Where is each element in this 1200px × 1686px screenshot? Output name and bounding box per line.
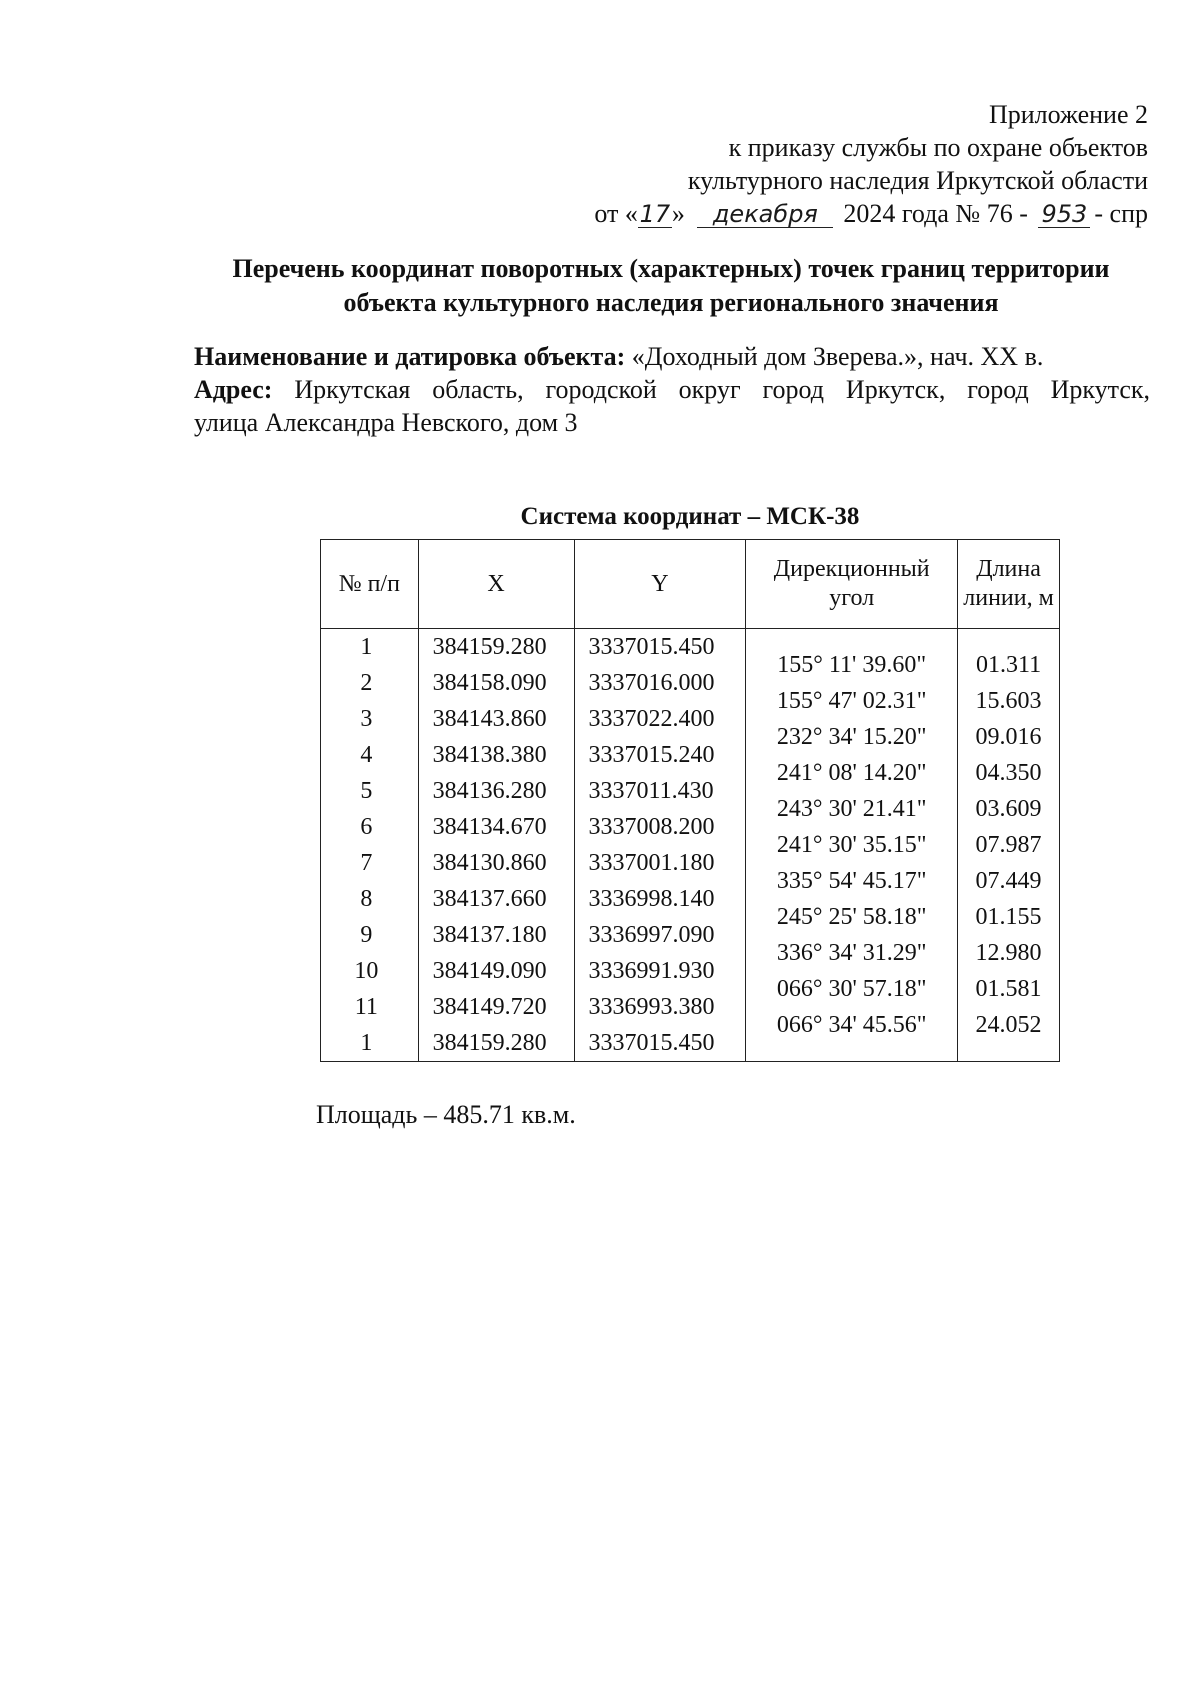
segment-length-cell: 04.350 <box>975 760 1042 786</box>
point-number-cell: 9 <box>360 922 373 948</box>
date-prefix: от « <box>594 199 638 228</box>
date-quote-close: » <box>671 199 685 228</box>
point-number-cell: 7 <box>360 850 373 876</box>
point-x-cell: 384159.280 <box>432 634 547 660</box>
point-y-cell: 3337008.200 <box>588 814 715 840</box>
point-y-cell: 3337001.180 <box>588 850 715 876</box>
point-y-cell: 3336997.090 <box>588 922 715 948</box>
object-name-value: «Доходный дом Зверева.», нач. XX в. <box>631 342 1044 371</box>
handwritten-order-number: 953 <box>1038 201 1090 228</box>
point-x-cell: 384149.090 <box>432 958 547 984</box>
area-value: Площадь – 485.71 кв.м. <box>316 1100 576 1129</box>
appendix-order-ref: к приказу службы по охране объектов <box>728 133 1148 162</box>
header-y: Y <box>574 540 746 629</box>
point-number-cell: 10 <box>354 958 379 984</box>
point-number-cell: 8 <box>360 886 373 912</box>
handwritten-month: декабря <box>697 201 833 228</box>
segment-length-cell: 01.581 <box>975 976 1042 1002</box>
point-x-cell: 384159.280 <box>432 1030 547 1056</box>
appendix-date-line <box>594 197 1148 230</box>
point-x-cell: 384130.860 <box>432 850 547 876</box>
point-number-cell: 5 <box>360 778 373 804</box>
table-header-row <box>321 540 1060 629</box>
point-x-cell: 384138.380 <box>432 742 547 768</box>
point-y-cell: 3337011.430 <box>588 778 714 804</box>
segment-angle-cell: 066° 34' 45.56" <box>776 1012 927 1038</box>
y-column <box>574 629 746 1062</box>
object-address-label: Адрес: <box>194 375 273 404</box>
point-x-cell: 384158.090 <box>432 670 547 696</box>
appendix-authority: культурного наследия Иркутской области <box>687 166 1148 195</box>
segment-angle-cell: 335° 54' 45.17" <box>776 868 927 894</box>
length-column <box>958 629 1060 1062</box>
header-angle: Дирекционный угол <box>746 540 958 629</box>
header-length: Длина линии, м <box>958 540 1060 629</box>
segment-angle-cell: 336° 34' 31.29" <box>776 940 927 966</box>
date-year-text: 2024 года № 76 - <box>843 199 1028 228</box>
point-number-cell: 11 <box>354 994 378 1020</box>
segment-length-cell: 03.609 <box>975 796 1042 822</box>
point-y-cell: 3337022.400 <box>588 706 715 732</box>
point-number-cell: 6 <box>360 814 373 840</box>
segment-length-cell: 15.603 <box>975 688 1042 714</box>
point-x-cell: 384134.670 <box>432 814 547 840</box>
point-number-cell: 3 <box>360 706 373 732</box>
segment-angle-cell: 243° 30' 21.41" <box>776 796 927 822</box>
object-name-row <box>194 340 1150 373</box>
segment-length-cell: 09.016 <box>975 724 1042 750</box>
segment-length-cell: 07.987 <box>975 832 1042 858</box>
point-x-cell: 384149.720 <box>432 994 547 1020</box>
order-suffix: - спр <box>1094 199 1148 228</box>
appendix-header <box>594 98 1148 230</box>
point-x-cell: 384136.280 <box>432 778 547 804</box>
point-y-cell: 3337015.450 <box>588 634 715 660</box>
segment-angle-cell: 245° 25' 58.18" <box>776 904 927 930</box>
segment-length-cell: 01.155 <box>975 904 1042 930</box>
object-address-line1: Иркутская область, городской округ город Иркутск, город Иркутск, <box>294 375 1151 404</box>
point-y-cell: 3337016.000 <box>588 670 715 696</box>
segment-length-cell: 01.311 <box>975 652 1042 678</box>
point-number-cell: 2 <box>360 670 373 696</box>
segment-length-cell: 07.449 <box>975 868 1042 894</box>
table-body-row <box>321 629 1060 1062</box>
object-info <box>194 340 1150 439</box>
segment-angle-cell: 241° 08' 14.20" <box>776 760 927 786</box>
handwritten-day: 17 <box>639 200 671 228</box>
document-title: Перечень координат поворотных (характерных) точек границ территории объекта культурного наследия регионального значения <box>232 254 1110 317</box>
object-address-row <box>194 373 1150 406</box>
x-column <box>418 629 574 1062</box>
segment-length-cell: 12.980 <box>975 940 1042 966</box>
segment-angle-cell: 155° 11' 39.60" <box>777 652 927 678</box>
segment-angle-cell: 066° 30' 57.18" <box>776 976 927 1002</box>
point-y-cell: 3336991.930 <box>588 958 715 984</box>
point-x-cell: 384137.180 <box>432 922 547 948</box>
point-number-cell: 4 <box>360 742 373 768</box>
header-number: № п/п <box>321 540 419 629</box>
object-address-line2: улица Александра Невского, дом 3 <box>194 408 578 437</box>
point-y-cell: 3336993.380 <box>588 994 715 1020</box>
segment-angle-cell: 241° 30' 35.15" <box>776 832 927 858</box>
point-x-cell: 384143.860 <box>432 706 547 732</box>
segment-angle-cell: 155° 47' 02.31" <box>776 688 927 714</box>
coordinates-table <box>320 539 1060 1062</box>
point-x-cell: 384137.660 <box>432 886 547 912</box>
point-number-cell: 1 <box>360 1030 373 1056</box>
header-x: X <box>418 540 574 629</box>
angle-column <box>746 629 958 1062</box>
segment-angle-cell: 232° 34' 15.20" <box>776 724 927 750</box>
point-y-cell: 3337015.240 <box>588 742 715 768</box>
point-y-cell: 3337015.450 <box>588 1030 715 1056</box>
object-name-label: Наименование и датировка объекта: <box>194 342 626 371</box>
number-column <box>321 629 419 1062</box>
point-number-cell: 1 <box>360 634 373 660</box>
appendix-number: Приложение 2 <box>988 100 1148 129</box>
point-y-cell: 3336998.140 <box>588 886 715 912</box>
segment-length-cell: 24.052 <box>975 1012 1042 1038</box>
coordinate-system-caption: Система координат – МСК-38 <box>520 503 860 530</box>
